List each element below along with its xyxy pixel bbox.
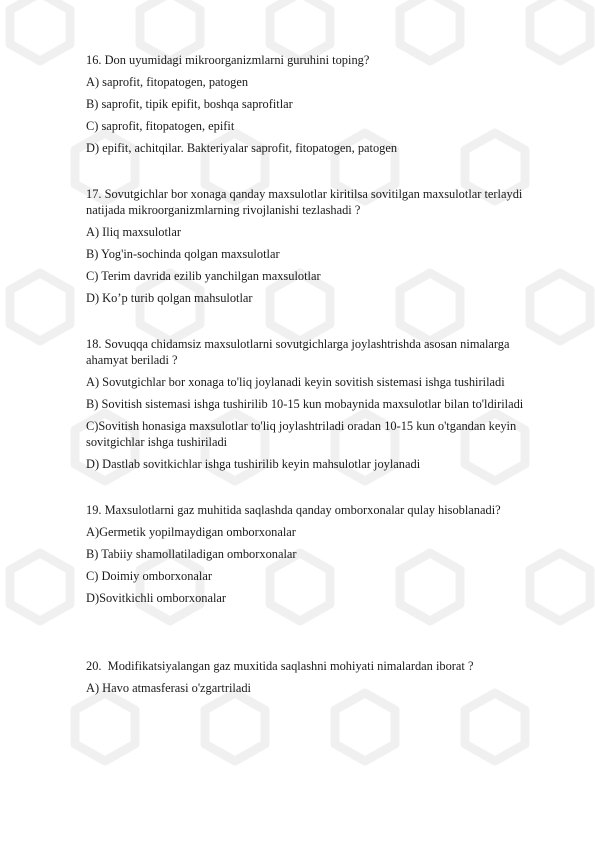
option-d: D) epifit, achitqilar. Bakteriyalar saprofit, fitopatogen, patogen <box>86 141 398 155</box>
question-18 <box>86 336 581 472</box>
option-d: D)Sovitkichli omborxonalar <box>86 591 227 605</box>
question-text-line-1: 18. Sovuqqa chidamsiz maxsulotlarni sovutgichlarga joylashtrishda asosan nimalarga <box>86 337 510 351</box>
question-19 <box>86 502 581 606</box>
option-c-line-1: C)Sovitish honasiga maxsulotlar to'liq joylashtriladi oradan 10-15 kun o'tgandan keyin <box>86 419 517 433</box>
option-a: A)Germetik yopilmaydigan omborxonalar <box>86 525 296 539</box>
option-a: A) Iliq maxsulotlar <box>86 225 181 239</box>
question-20 <box>86 658 581 696</box>
option-b: B) Tabiiy shamollatiladigan omborxonalar <box>86 547 297 561</box>
option-d: D) Dastlab sovitkichlar ishga tushirilib keyin mahsulotlar joylanadi <box>86 457 421 471</box>
option-b: B) Sovitish sistemasi ishga tushirilib 10-15 kun mobaynida maxsulotlar bilan to'ldiriladi <box>86 397 524 411</box>
question-text: 20. Modifikatsiyalangan gaz muxitida saqlashni mohiyati nimalardan iborat ? <box>86 659 474 673</box>
option-c-line-2: sovitgichlar ishga tushiriladi <box>86 435 228 449</box>
option-a: A) Sovutgichlar bor xonaga to'liq joylanadi keyin sovitish sistemasi ishga tushiriladi <box>86 375 505 389</box>
option-d: D) Ko’p turib qolgan mahsulotlar <box>86 291 253 305</box>
option-b: B) Yog'in-sochinda qolgan maxsulotlar <box>86 247 280 261</box>
option-c: C) Terim davrida ezilib yanchilgan maxsulotlar <box>86 269 321 283</box>
option-a: A) saprofit, fitopatogen, patogen <box>86 75 249 89</box>
option-c: C) Doimiy omborxonalar <box>86 569 212 583</box>
option-b: B) saprofit, tipik epifit, boshqa saprofitlar <box>86 97 293 111</box>
question-text-line-2: ahamyat beriladi ? <box>86 353 178 367</box>
document-page <box>86 52 581 702</box>
question-text: 19. Maxsulotlarni gaz muhitida saqlashda qanday omborxonalar qulay hisoblanadi? <box>86 503 501 517</box>
question-text: 16. Don uyumidagi mikroorganizmlarni guruhini toping? <box>86 53 370 67</box>
question-text-line-1: 17. Sovutgichlar bor xonaga qanday maxsulotlar kiritilsa sovitilgan maxsulotlar terlaydi <box>86 187 523 201</box>
question-17 <box>86 186 581 306</box>
question-16 <box>86 52 581 156</box>
option-c: C) saprofit, fitopatogen, epifit <box>86 119 235 133</box>
question-text-line-2: natijada mikroorganizmlarning rivojlanishi tezlashadi ? <box>86 203 361 217</box>
option-a: A) Havo atmasferasi o'zgartriladi <box>86 681 251 695</box>
